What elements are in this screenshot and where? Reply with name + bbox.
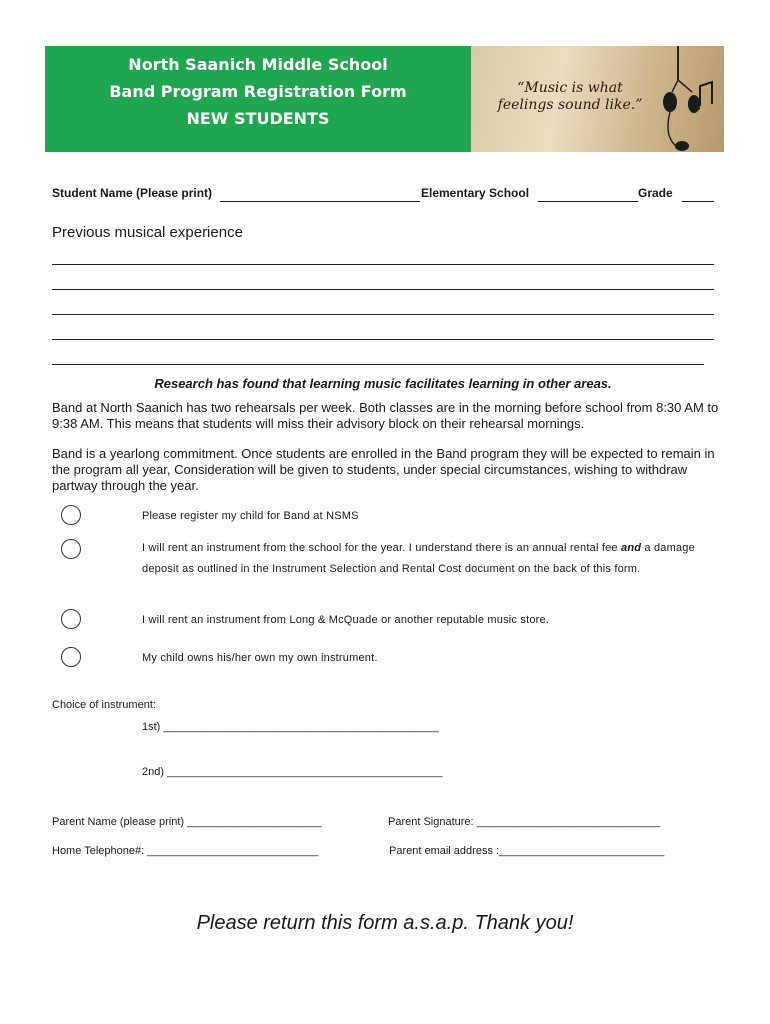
form-subtitle: NEW STUDENTS — [186, 109, 330, 128]
rent-school-option-label: I will rent an instrument from the school for the year. I understand there is an annual rental fee and a damage deposit as outlined in the Instrument Selection and Rental Cost document on the back of this form. — [142, 542, 695, 575]
first-choice-field[interactable]: 1st) _____________________________________________ — [142, 721, 439, 733]
parent-signature-field[interactable]: Parent Signature: ______________________________ — [388, 816, 661, 828]
parent-name-field[interactable]: Parent Name (please print) ______________________ — [52, 816, 322, 828]
school-name: North Saanich Middle School — [128, 55, 388, 74]
own-instrument-option-label: My child owns his/her own my own instrument. — [142, 652, 378, 664]
experience-line[interactable] — [52, 314, 714, 315]
home-telephone-field[interactable]: Home Telephone#: ____________________________ — [52, 845, 319, 857]
own-instrument-radio[interactable] — [61, 647, 81, 667]
experience-line[interactable] — [52, 289, 714, 290]
instrument-choice-label: Choice of instrument: — [52, 699, 156, 711]
grade-field[interactable] — [682, 188, 714, 202]
register-radio[interactable] — [61, 505, 81, 525]
parent-email-field[interactable]: Parent email address :___________________________ — [389, 845, 665, 857]
rent-store-option-label: I will rent an instrument from Long & McQuade or another reputable music store. — [142, 614, 550, 626]
elementary-school-field[interactable] — [538, 188, 638, 202]
register-option-label: Please register my child for Band at NSMS — [142, 510, 359, 522]
music-quote: “Music is what feelings sound like.” — [497, 80, 643, 113]
research-note: Research has found that learning music facilitates learning in other areas. — [154, 376, 612, 391]
elementary-school-label: Elementary School — [421, 186, 530, 200]
rent-school-radio[interactable] — [61, 539, 81, 559]
form-header — [45, 46, 471, 152]
music-quote-banner — [471, 46, 724, 152]
form-title: Band Program Registration Form — [109, 82, 407, 101]
previous-experience-label: Previous musical experience — [52, 224, 243, 241]
grade-label: Grade — [638, 186, 673, 200]
rehearsal-paragraph: Band at North Saanich has two rehearsals per week. Both classes are in the morning before school from 8:30 AM to 9:38 AM. This means that students will miss their advisory block on their rehearsal mornings. — [52, 400, 719, 431]
closing-message: Please return this form a.s.a.p. Thank you! — [196, 912, 574, 934]
second-choice-field[interactable]: 2nd) _____________________________________________ — [142, 766, 443, 778]
experience-line[interactable] — [52, 339, 714, 340]
experience-line[interactable] — [52, 264, 714, 265]
rent-store-radio[interactable] — [61, 609, 81, 629]
experience-line[interactable] — [52, 364, 704, 365]
student-name-field[interactable] — [220, 188, 420, 202]
student-name-label: Student Name (Please print) — [52, 186, 213, 200]
commitment-paragraph: Band is a yearlong commitment. Once students are enrolled in the Band program they will be expected to remain in the program all year, Consideration will be given to students, under special circumstances, wishing to withdraw partway through the year. — [52, 446, 715, 493]
headphones-icon — [654, 46, 724, 152]
